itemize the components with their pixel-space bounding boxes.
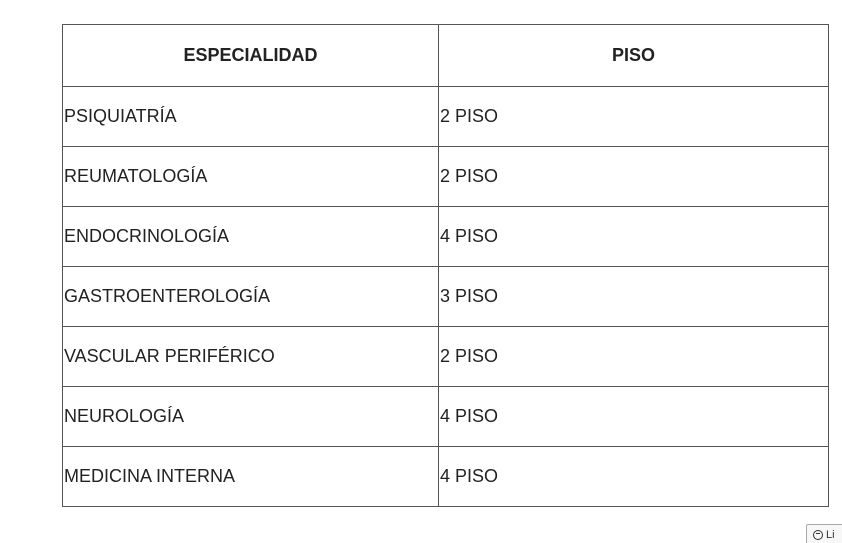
link-button[interactable] [806, 524, 842, 543]
table-row [63, 327, 829, 387]
cell-piso: 2 PISO [439, 147, 829, 207]
link-icon [813, 530, 823, 540]
table-row [63, 207, 829, 267]
cell-especialidad: REUMATOLOGÍA [63, 147, 439, 207]
cell-piso: 4 PISO [439, 387, 829, 447]
cell-piso: 3 PISO [439, 267, 829, 327]
table-row [63, 267, 829, 327]
link-button-label: Li [826, 529, 835, 541]
cell-especialidad: MEDICINA INTERNA [63, 447, 439, 507]
column-header-especialidad: ESPECIALIDAD [63, 25, 439, 87]
cell-especialidad: NEUROLOGÍA [63, 387, 439, 447]
table-row [63, 447, 829, 507]
table-row [63, 147, 829, 207]
cell-piso: 2 PISO [439, 87, 829, 147]
specialty-floor-table [62, 24, 829, 507]
column-header-piso: PISO [439, 25, 829, 87]
table-row [63, 387, 829, 447]
cell-especialidad: ENDOCRINOLOGÍA [63, 207, 439, 267]
table-row [63, 87, 829, 147]
cell-especialidad: PSIQUIATRÍA [63, 87, 439, 147]
cell-especialidad: VASCULAR PERIFÉRICO [63, 327, 439, 387]
cell-piso: 4 PISO [439, 207, 829, 267]
cell-piso: 4 PISO [439, 447, 829, 507]
cell-piso: 2 PISO [439, 327, 829, 387]
table-header-row [63, 25, 829, 87]
cell-especialidad: GASTROENTEROLOGÍA [63, 267, 439, 327]
